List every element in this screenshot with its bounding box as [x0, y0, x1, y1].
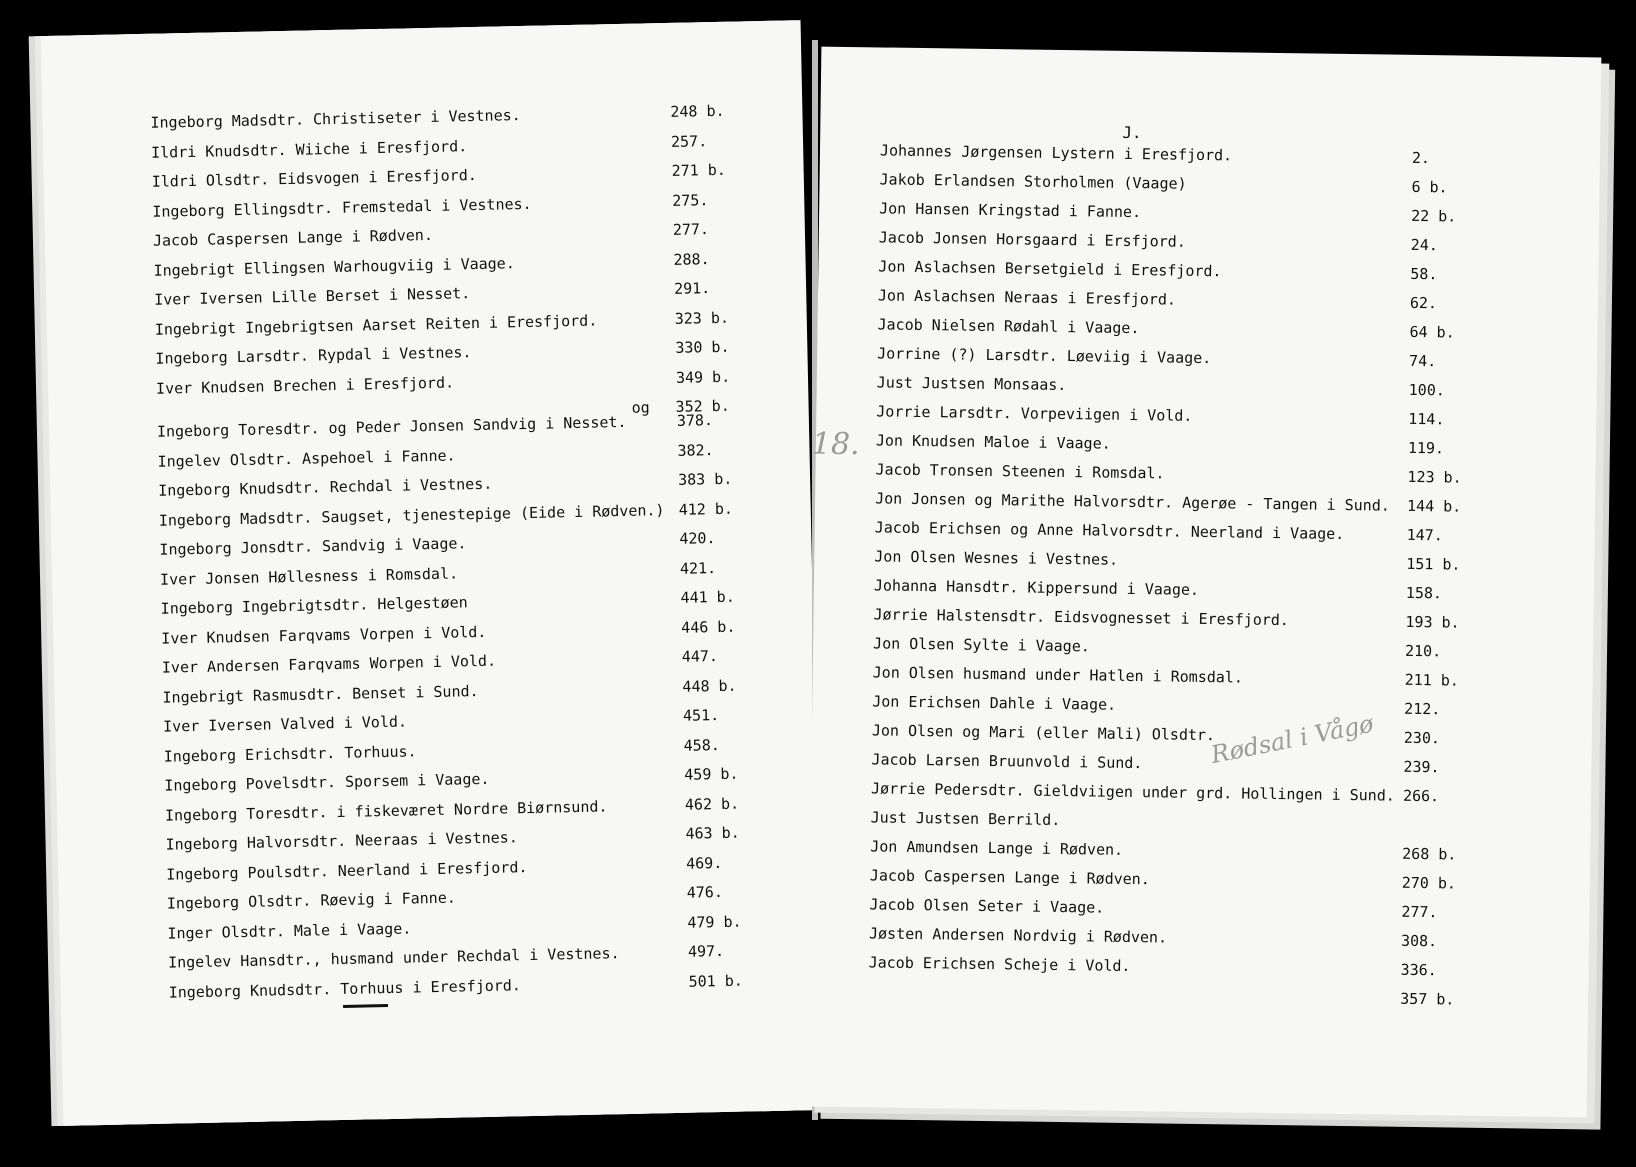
- entry-name: Jacob Larsen Bruunvold i Sund.: [871, 750, 1143, 773]
- entry-name: Jørrie Halstensdtr. Eidsvognesset i Eresfjord.: [873, 605, 1290, 630]
- entry-reference: 119.: [1407, 438, 1445, 458]
- entry-reference: 266.: [1402, 786, 1440, 806]
- entry-name: Jacob Nielsen Rødahl i Vaage.: [877, 315, 1140, 338]
- entry-reference: 2.: [1411, 148, 1431, 168]
- entry-name: Ingeborg Ingebrigtsdtr. Helgestøen: [160, 593, 468, 618]
- entry-name: Jacob Olsen Seter i Vaage.: [869, 895, 1105, 917]
- entry-name: Inger Olsdtr. Male i Vaage.: [167, 919, 412, 943]
- entry-reference: 330 b.: [675, 337, 730, 357]
- entry-reference: 211 b.: [1404, 670, 1459, 690]
- entry-name: Ingeborg Larsdtr. Rypdal i Vestnes.: [155, 343, 472, 368]
- entry-reference: 271 b.: [671, 160, 726, 180]
- entry-reference: 114.: [1408, 409, 1445, 429]
- entry-reference: 248 b.: [670, 101, 725, 121]
- entry-name: Jacob Caspersen Lange i Rødven.: [152, 225, 434, 250]
- entry-name: Jacob Jonsen Horsgaard i Ersfjord.: [878, 228, 1186, 251]
- entry-name: Jon Olsen og Mari (eller Mali) Olsdtr.: [871, 721, 1216, 745]
- entry-name: Jon Jonsen og Marithe Halvorsdtr. Agerøe - Tangen i Sund.: [875, 489, 1390, 515]
- entry-name: Jon Olsen husmand under Hatlen i Romsdal.: [872, 663, 1244, 687]
- entry-reference: 448 b.: [682, 676, 737, 696]
- entry-reference: 277.: [672, 220, 710, 239]
- entry-name: Jakob Erlandsen Storholmen (Vaage): [879, 170, 1187, 193]
- entry-reference: 383 b.: [677, 469, 733, 489]
- entry-reference: 476.: [686, 882, 724, 902]
- pencil-number: 18.: [811, 426, 860, 463]
- pencil-note: Rødsal i Vågø: [1208, 709, 1376, 769]
- entry-name: Ingeborg Halvorsdtr. Neeraas i Vestnes.: [165, 828, 518, 854]
- entry-name: Ingeborg Olsdtr. Røevig i Fanne.: [166, 888, 456, 913]
- entry-name: Ingeborg Knudsdtr. Rechdal i Vestnes.: [158, 474, 493, 500]
- entry-name: Johanna Hansdtr. Kippersund i Vaage.: [873, 576, 1200, 599]
- entry-name: Ingeborg Madsdtr. Saugset, tjenestepige (Eide i Rødven.): [158, 500, 665, 530]
- entry-name: Jøsten Andersen Nordvig i Rødven.: [868, 924, 1168, 947]
- entry-reference: 463 b.: [685, 823, 740, 843]
- entry-name: Ingebrigt Ingebrigtsen Aarset Reiten i Eresfjord.: [154, 310, 598, 339]
- entry-name: Jon Hansen Kringstad i Fanne.: [879, 199, 1142, 222]
- entry-reference: 382.: [677, 440, 714, 460]
- entry-reference: 288.: [673, 249, 710, 269]
- entry-reference: 270 b.: [1401, 873, 1457, 893]
- entry-name: Jorrine (?) Larsdtr. Løeviig i Vaage.: [877, 344, 1212, 368]
- end-rule: [343, 1004, 388, 1008]
- entry-reference: 277.: [1401, 902, 1438, 922]
- entry-reference: 447.: [681, 647, 719, 666]
- entry-name: Iver Iversen Lille Berset i Nesset.: [154, 284, 471, 309]
- entry-reference: 62.: [1409, 293, 1438, 313]
- entry-reference: 24.: [1410, 235, 1438, 255]
- entry-reference: 268 b.: [1402, 844, 1457, 864]
- entry-name: Iver Knudsen Brechen i Eresfjord.: [155, 372, 455, 398]
- entry-reference: 210.: [1404, 641, 1442, 661]
- entry-reference: 257.: [670, 131, 708, 151]
- entry-reference: 193 b.: [1405, 612, 1460, 632]
- entry-reference: 412 b.: [678, 499, 734, 519]
- entry-name: Jon Amundsen Lange i Rødven.: [870, 837, 1124, 859]
- extra-ref-prefix: og: [631, 398, 650, 417]
- entry-reference: 458.: [683, 735, 720, 755]
- entry-reference: 6 b.: [1411, 177, 1448, 197]
- entry-reference: 308.: [1400, 931, 1438, 951]
- entry-reference: 74.: [1408, 351, 1437, 371]
- entry-reference: 479 b.: [687, 912, 742, 932]
- entry-name: Ildri Olsdtr. Eidsvogen i Eresfjord.: [151, 165, 477, 191]
- entry-name: Ingeborg Erichsdtr. Torhuus.: [163, 741, 417, 766]
- entry-reference: 58.: [1410, 264, 1438, 284]
- right-page: [807, 47, 1602, 1118]
- entry-name: Jon Aslachsen Bersetgield i Eresfjord.: [878, 257, 1222, 281]
- entry-reference: 144 b.: [1406, 496, 1462, 516]
- entry-reference: 446 b.: [681, 617, 736, 637]
- entry-reference: 123 b.: [1407, 467, 1462, 487]
- entry-name: Jon Olsen Wesnes i Vestnes.: [874, 547, 1119, 569]
- entry-reference: 497.: [687, 941, 725, 961]
- entry-name: Ingebrigt Rasmusdtr. Benset i Sund.: [162, 681, 479, 707]
- entry-reference: 291.: [673, 279, 711, 298]
- entry-reference: 212.: [1404, 699, 1441, 719]
- entry-reference: 349 b.: [675, 367, 731, 387]
- entry-name: Jacob Tronsen Steenen i Romsdal.: [875, 460, 1165, 483]
- entry-name: Iver Jonsen Høllesness i Romsdal.: [159, 563, 459, 589]
- entry-name: Jon Knudsen Maloe i Vaage.: [875, 431, 1111, 453]
- entry-reference: 151 b.: [1406, 554, 1461, 574]
- entry-name: Ildri Knudsdtr. Wiiche i Eresfjord.: [150, 136, 468, 162]
- entry-reference: 469.: [685, 853, 723, 873]
- entry-name: Ingeborg Knudsdtr. Torhuus i Eresfjord.: [168, 975, 522, 1002]
- entry-name: Jon Aslachsen Neraas i Eresfjord.: [877, 286, 1177, 309]
- entry-reference: 323 b.: [674, 308, 730, 328]
- entry-name: Jacob Erichsen og Anne Halvorsdtr. Neerland i Vaage.: [874, 518, 1345, 543]
- section-heading: J.: [1122, 122, 1142, 143]
- entry-reference: 501 b.: [688, 971, 743, 991]
- entry-reference: 420.: [679, 529, 716, 548]
- entry-reference: 459 b.: [684, 764, 739, 784]
- extra-ref: 352 b.: [675, 396, 730, 416]
- entry-reference: 357 b.: [1400, 989, 1455, 1009]
- entry-name: Ingeborg Jonsdtr. Sandvig i Vaage.: [159, 534, 467, 559]
- entry-name: Iver Andersen Farqvams Worpen i Vold.: [161, 651, 497, 677]
- entry-reference: 421.: [679, 558, 717, 578]
- entry-name: Just Justsen Monsaas.: [876, 373, 1067, 395]
- entry-reference: 451.: [682, 706, 720, 725]
- entry-reference: 64 b.: [1409, 322, 1455, 342]
- entry-reference: 441 b.: [680, 587, 735, 607]
- entry-reference: 158.: [1405, 583, 1443, 603]
- entry-reference: 147.: [1406, 525, 1443, 545]
- entry-name: Ingebrigt Ellingsen Warhougviig i Vaage.: [153, 253, 515, 280]
- entry-reference: 100.: [1408, 380, 1445, 400]
- entry-name: Jon Erichsen Dahle i Vaage.: [872, 692, 1117, 714]
- entry-reference: 239.: [1403, 757, 1440, 777]
- entry-reference: 336.: [1400, 960, 1437, 980]
- entry-reference: 22 b.: [1411, 206, 1457, 226]
- entry-name: Jacob Erichsen Scheje i Vold.: [868, 953, 1131, 976]
- entry-reference: 230.: [1403, 728, 1441, 748]
- entry-name: Ingeborg Ellingsdtr. Fremstedal i Vestnes.: [152, 194, 532, 221]
- entry-name: Ingeborg Povelsdtr. Sporsem i Vaage.: [164, 769, 490, 795]
- entry-name: Ingeborg Poulsdtr. Neerland i Eresfjord.: [166, 857, 528, 884]
- entry-name: Jorrie Larsdtr. Vorpeviigen i Vold.: [876, 402, 1193, 425]
- entry-reference: 462 b.: [684, 794, 740, 814]
- entry-name: Ingeborg Toresdtr. i fiskeværet Nordre Biørnsund.: [164, 796, 608, 825]
- entry-reference: 275.: [672, 190, 709, 210]
- entry-name: Just Justsen Berrild.: [870, 808, 1061, 830]
- entry-name: Iver Iversen Valved i Vold.: [162, 712, 408, 736]
- entry-name: Ingeborg Madsdtr. Christiseter i Vestnes.: [150, 106, 521, 132]
- entry-name: Ingelev Olsdtr. Aspehoel i Fanne.: [157, 445, 456, 471]
- entry-name: Johannes Jørgensen Lystern i Eresfjord.: [879, 141, 1233, 165]
- entry-name: Jacob Caspersen Lange i Rødven.: [869, 866, 1150, 889]
- left-page: [41, 20, 824, 1126]
- entry-name: Ingeborg Toresdtr. og Peder Jonsen Sandvig i Nesset.: [156, 412, 627, 441]
- entry-name: Ingelev Hansdtr., husmand under Rechdal i Vestnes.: [167, 944, 620, 972]
- entry-name: Jon Olsen Sylte i Vaage.: [872, 634, 1090, 656]
- entry-name: Iver Knudsen Farqvams Vorpen i Vold.: [161, 622, 487, 648]
- entry-name: Jørrie Pedersdtr. Gieldviigen under grd. Hollingen i Sund.: [870, 779, 1395, 805]
- entry-reference: 378.: [676, 411, 714, 430]
